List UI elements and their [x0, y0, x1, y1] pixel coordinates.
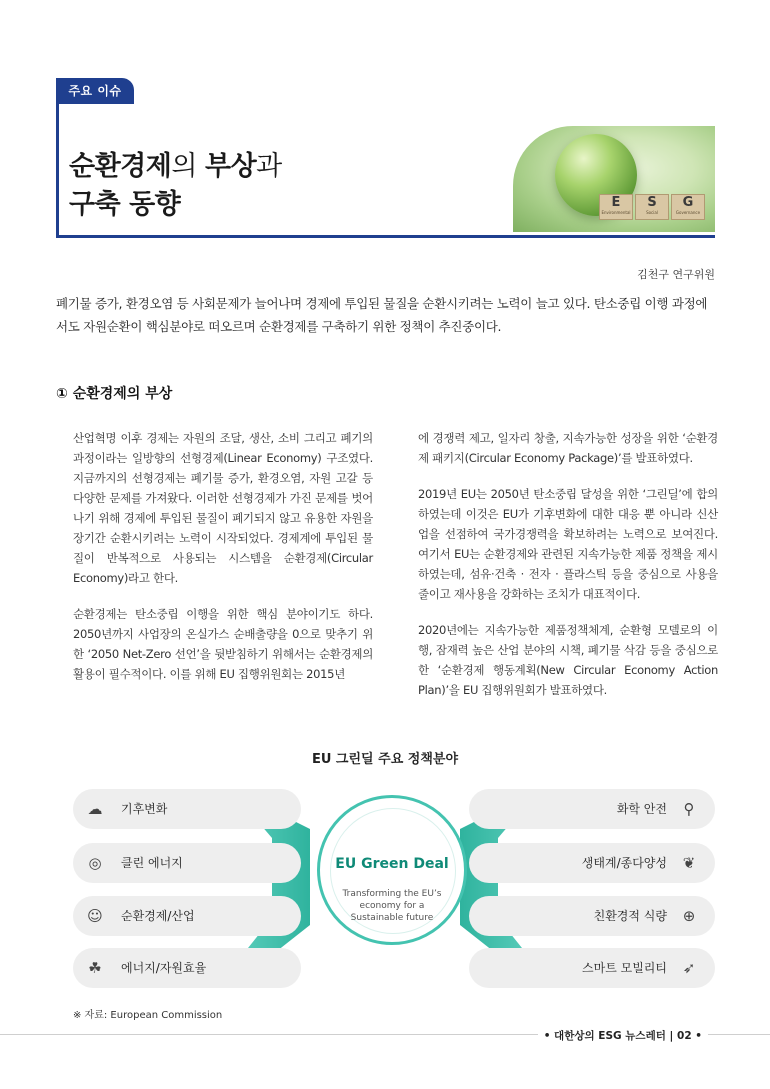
page-footer: • 대한상의 ESG 뉴스레터 | 02 •: [538, 1028, 708, 1043]
policy-clean-energy: ◎ 클린 에너지: [73, 843, 301, 883]
hand-leaf-icon: ☘: [88, 959, 102, 977]
esg-block-s: S Social: [635, 194, 669, 220]
source-note: ※ 자료: European Commission: [73, 1010, 223, 1021]
center-subtitle: Transforming the EU’s economy for a Sustainable future: [342, 889, 442, 923]
globe-grid-icon: ⊕: [682, 907, 696, 925]
author: 김천구 연구위원: [637, 268, 715, 281]
esg-block-g: G Governance: [671, 194, 705, 220]
paragraph: 순환경제는 탄소중립 이행을 위한 핵심 분야이기도 하다. 2050년까지 사업장의 온실가스 순배출량을 0으로 맞추기 위한 ‘2050 Net-Zero 선언’을 뒷받침하기 위해서는 순환경제의 활용이 필수적이다. 이를 위해 EU 집행위원회는 2015년: [73, 607, 373, 681]
paragraph: 2019년 EU는 2050년 탄소중립 달성을 위한 ‘그린딜’에 합의하였는데 이것은 EU가 기후변화에 대한 대응 뿐 아니라 신산업을 선점하여 국가경쟁력을 확보하려는 노력으로 보여진다. 여기서 EU는 순환경제와 관련된 지속가능한 제품 정책을 제시하였는데, 섬유·건축 · 전자 · 플라스틱 등을 중심으로 사용을 줄이고 재사용을 강화하는 조치가 대표적이다.: [418, 487, 718, 601]
head-idea-icon: ☺: [87, 907, 103, 925]
policy-chemical-safety: ⚲ 화학 안전: [469, 789, 715, 829]
green-deal-center: [317, 795, 467, 945]
policy-circular-economy: ☺ 순환경제/산업: [73, 896, 301, 936]
intro-paragraph: 폐기물 증가, 환경오염 등 사회문제가 늘어나며 경제에 투입된 물질을 순환시키려는 노력이 늘고 있다. 탄소중립 이행 과정에서도 자원순환이 핵심분야로 떠오르며 순환경제를 구축하기 위한 정책이 추진중이다.: [56, 296, 708, 334]
diagram-title: EU 그린딜 주요 정책분야: [311, 752, 459, 767]
policy-smart-mobility: ➶ 스마트 모빌리티: [469, 948, 715, 988]
page-title: 순환경제의 부상과 구축 동향: [69, 151, 282, 220]
policy-eco-food: ⊕ 친환경적 식량: [469, 896, 715, 936]
paragraph: 2020년에는 지속가능한 제품정책체계, 순환형 모델로의 이행, 잠재력 높은 산업 분야의 시책, 폐기물 삭감 등을 중심으로 한 ‘순환경제 행동계획(New Circular Economy Action Plan)’을 EU 집행위원회가 발표하였다.: [418, 623, 718, 697]
magnifier-icon: ⚲: [683, 800, 695, 818]
esg-block-e: E Environmental: [599, 194, 633, 220]
policy-biodiversity: ❦ 생태계/종다양성: [469, 843, 715, 883]
paragraph: 에 경쟁력 제고, 일자리 창출, 지속가능한 성장을 위한 ‘순환경제 패키지(Circular Economy Package)’를 발표하였다.: [418, 431, 718, 465]
issue-tag: 주요 이슈: [56, 78, 134, 104]
center-title: EU Green Deal: [335, 856, 449, 872]
rocket-icon: ➶: [682, 959, 696, 977]
paragraph: 산업혁명 이후 경제는 자원의 조달, 생산, 소비 그리고 폐기의 과정이라는 일방향의 선형경제(Linear Economy) 구조였다. 지금까지의 선형경제는 폐기물 증가, 환경오염, 자원 고갈 등 다양한 문제를 가져왔다. 이러한 선형경제가 가진 문제를 벗어나기 위해 경제에 투입된 물질이 폐기되지 않고 유용한 자원을 장기간 순환시키려는 노력이 시작되었다. 경제계에 투입된 물질이 반복적으로 사용되는 시스템을 순환경제(Circular Economy)라고 한다.: [73, 431, 373, 585]
cloud-gear-icon: ☁: [87, 800, 103, 818]
leaf-icon: ❦: [682, 854, 696, 872]
policy-climate-change: ☁ 기후변화: [73, 789, 301, 829]
policy-energy-efficiency: ☘ 에너지/자원효율: [73, 948, 301, 988]
section-heading: ① 순환경제의 부상: [56, 386, 173, 402]
target-icon: ◎: [88, 854, 102, 872]
